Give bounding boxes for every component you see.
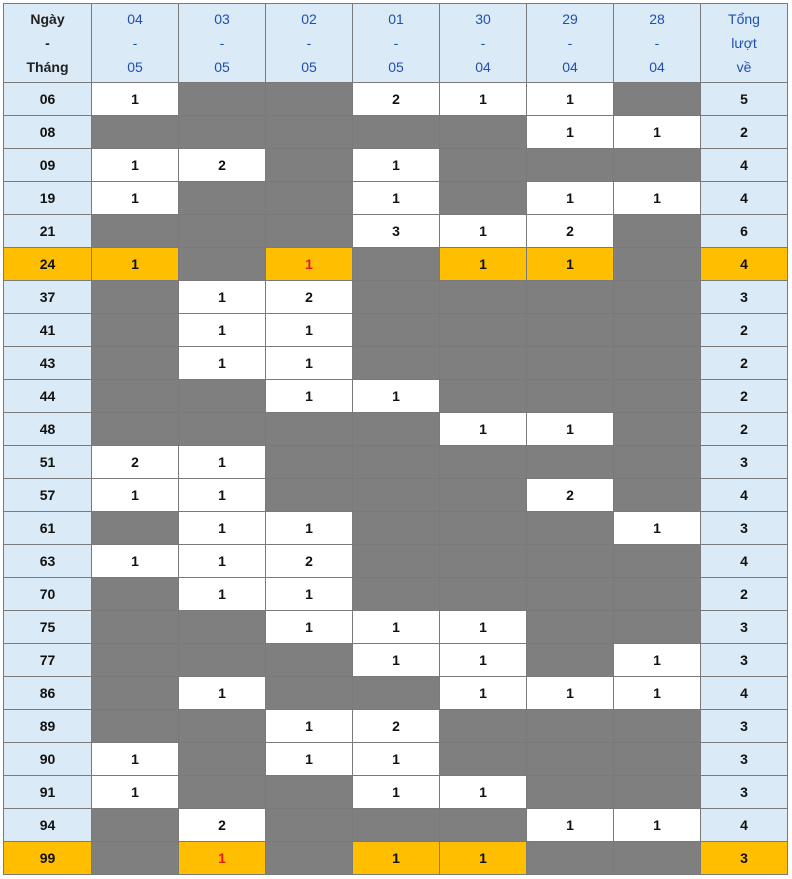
count-cell: 1 [614, 116, 701, 149]
empty-cell [266, 149, 353, 182]
empty-cell [440, 743, 527, 776]
row-number-cell: 08 [4, 116, 92, 149]
empty-cell [92, 842, 179, 875]
header-total-line: lượt [731, 35, 757, 51]
total-cell: 3 [701, 512, 788, 545]
count-cell: 1 [527, 809, 614, 842]
table-row [4, 182, 788, 215]
table-row [4, 611, 788, 644]
empty-cell [179, 611, 266, 644]
empty-cell [92, 512, 179, 545]
total-cell: 2 [701, 413, 788, 446]
date-day: 01 [388, 11, 404, 27]
empty-cell [440, 281, 527, 314]
total-cell: 2 [701, 347, 788, 380]
empty-cell [614, 215, 701, 248]
empty-cell [440, 380, 527, 413]
count-cell: 1 [179, 578, 266, 611]
empty-cell [266, 182, 353, 215]
table-row [4, 479, 788, 512]
empty-cell [266, 644, 353, 677]
empty-cell [179, 215, 266, 248]
count-cell: 1 [179, 677, 266, 710]
count-cell: 1 [266, 578, 353, 611]
table-row [4, 743, 788, 776]
header-date-cell [92, 4, 179, 83]
empty-cell [266, 83, 353, 116]
table-row [4, 248, 788, 281]
count-cell: 1 [527, 83, 614, 116]
empty-cell [353, 677, 440, 710]
count-cell: 2 [179, 809, 266, 842]
header-date-cell [440, 4, 527, 83]
empty-cell [440, 479, 527, 512]
empty-cell [614, 743, 701, 776]
empty-cell [179, 83, 266, 116]
count-cell: 1 [179, 281, 266, 314]
count-cell: 1 [440, 248, 527, 281]
empty-cell [527, 149, 614, 182]
row-number-cell: 19 [4, 182, 92, 215]
empty-cell [614, 710, 701, 743]
count-cell: 1 [266, 512, 353, 545]
date-separator: - [654, 35, 660, 51]
count-cell: 1 [440, 776, 527, 809]
count-cell: 1 [92, 182, 179, 215]
total-cell: 3 [701, 611, 788, 644]
total-cell: 3 [701, 446, 788, 479]
total-cell: 4 [701, 809, 788, 842]
empty-cell [353, 545, 440, 578]
count-cell: 1 [353, 644, 440, 677]
date-month: 04 [649, 59, 665, 75]
empty-cell [440, 710, 527, 743]
row-number-cell: 06 [4, 83, 92, 116]
count-cell: 1 [92, 479, 179, 512]
empty-cell [527, 314, 614, 347]
empty-cell [92, 380, 179, 413]
empty-cell [614, 248, 701, 281]
count-cell: 1 [92, 149, 179, 182]
empty-cell [614, 611, 701, 644]
empty-cell [353, 248, 440, 281]
total-cell: 3 [701, 842, 788, 875]
count-cell: 1 [527, 116, 614, 149]
row-number-cell: 57 [4, 479, 92, 512]
count-cell: 1 [179, 446, 266, 479]
count-cell: 1 [353, 611, 440, 644]
date-month: 05 [127, 59, 143, 75]
empty-cell [266, 413, 353, 446]
count-cell: 1 [179, 512, 266, 545]
header-label-cell [4, 4, 92, 83]
count-cell: 1 [527, 413, 614, 446]
row-number-cell: 48 [4, 413, 92, 446]
empty-cell [179, 743, 266, 776]
empty-cell [266, 809, 353, 842]
count-cell: 1 [92, 83, 179, 116]
row-number-cell: 51 [4, 446, 92, 479]
empty-cell [92, 677, 179, 710]
row-number-cell: 43 [4, 347, 92, 380]
table-row [4, 380, 788, 413]
empty-cell [179, 182, 266, 215]
table-row [4, 149, 788, 182]
table-row [4, 677, 788, 710]
count-cell: 1 [440, 677, 527, 710]
empty-cell [440, 512, 527, 545]
empty-cell [440, 545, 527, 578]
row-number-cell: 70 [4, 578, 92, 611]
empty-cell [440, 149, 527, 182]
empty-cell [353, 479, 440, 512]
total-cell: 2 [701, 380, 788, 413]
header-total-line: Tổng [728, 11, 760, 27]
total-cell: 2 [701, 578, 788, 611]
empty-cell [527, 776, 614, 809]
count-cell: 1 [266, 743, 353, 776]
count-cell: 2 [92, 446, 179, 479]
empty-cell [614, 545, 701, 578]
header-row [4, 4, 788, 83]
table-row [4, 512, 788, 545]
empty-cell [92, 281, 179, 314]
row-number-cell: 37 [4, 281, 92, 314]
row-number-cell: 89 [4, 710, 92, 743]
empty-cell [614, 776, 701, 809]
empty-cell [440, 446, 527, 479]
row-number-cell: 21 [4, 215, 92, 248]
empty-cell [353, 446, 440, 479]
count-cell: 1 [614, 644, 701, 677]
empty-cell [614, 380, 701, 413]
count-cell: 2 [527, 215, 614, 248]
count-cell: 1 [440, 842, 527, 875]
row-number-cell: 91 [4, 776, 92, 809]
empty-cell [179, 248, 266, 281]
row-number-cell: 94 [4, 809, 92, 842]
table-row [4, 644, 788, 677]
count-cell: 1 [440, 611, 527, 644]
empty-cell [353, 809, 440, 842]
empty-cell [614, 83, 701, 116]
total-cell: 4 [701, 149, 788, 182]
empty-cell [92, 710, 179, 743]
empty-cell [92, 215, 179, 248]
date-separator: - [219, 35, 225, 51]
count-cell: 1 [440, 83, 527, 116]
empty-cell [527, 710, 614, 743]
total-cell: 4 [701, 182, 788, 215]
header-date-cell [179, 4, 266, 83]
date-day: 03 [214, 11, 230, 27]
count-cell: 1 [92, 743, 179, 776]
empty-cell [527, 347, 614, 380]
count-cell: 1 [266, 611, 353, 644]
empty-cell [92, 644, 179, 677]
header-total-cell [701, 4, 788, 83]
empty-cell [92, 347, 179, 380]
total-cell: 4 [701, 248, 788, 281]
empty-cell [440, 347, 527, 380]
total-cell: 6 [701, 215, 788, 248]
empty-cell [179, 116, 266, 149]
empty-cell [266, 215, 353, 248]
count-cell: 1 [179, 314, 266, 347]
row-number-cell: 61 [4, 512, 92, 545]
total-cell: 2 [701, 116, 788, 149]
date-separator: - [132, 35, 138, 51]
count-cell: 1 [353, 842, 440, 875]
empty-cell [614, 842, 701, 875]
empty-cell [266, 776, 353, 809]
empty-cell [353, 413, 440, 446]
row-number-cell: 90 [4, 743, 92, 776]
table-body [4, 83, 788, 875]
total-cell: 3 [701, 743, 788, 776]
table-row [4, 809, 788, 842]
date-month: 04 [562, 59, 578, 75]
count-cell: 1 [179, 842, 266, 875]
count-cell: 1 [266, 347, 353, 380]
empty-cell [353, 578, 440, 611]
empty-cell [614, 347, 701, 380]
empty-cell [527, 842, 614, 875]
row-number-cell: 09 [4, 149, 92, 182]
count-cell: 2 [266, 545, 353, 578]
table-row [4, 215, 788, 248]
empty-cell [353, 314, 440, 347]
empty-cell [353, 347, 440, 380]
empty-cell [266, 116, 353, 149]
table-row [4, 446, 788, 479]
count-cell: 1 [92, 248, 179, 281]
row-number-cell: 86 [4, 677, 92, 710]
empty-cell [527, 380, 614, 413]
total-cell: 4 [701, 479, 788, 512]
empty-cell [440, 314, 527, 347]
header-date-cell [266, 4, 353, 83]
empty-cell [179, 380, 266, 413]
empty-cell [179, 413, 266, 446]
total-cell: 3 [701, 710, 788, 743]
date-day: 30 [475, 11, 491, 27]
table-row [4, 116, 788, 149]
empty-cell [614, 149, 701, 182]
count-cell: 1 [527, 248, 614, 281]
table-row [4, 413, 788, 446]
empty-cell [92, 314, 179, 347]
row-number-cell: 24 [4, 248, 92, 281]
empty-cell [527, 578, 614, 611]
date-day: 29 [562, 11, 578, 27]
row-number-cell: 75 [4, 611, 92, 644]
table-row [4, 347, 788, 380]
empty-cell [353, 116, 440, 149]
row-number-cell: 41 [4, 314, 92, 347]
empty-cell [440, 809, 527, 842]
count-cell: 2 [527, 479, 614, 512]
empty-cell [527, 743, 614, 776]
empty-cell [527, 281, 614, 314]
table-row [4, 314, 788, 347]
date-month: 05 [301, 59, 317, 75]
frequency-table [3, 3, 788, 875]
empty-cell [527, 644, 614, 677]
empty-cell [440, 578, 527, 611]
count-cell: 2 [353, 710, 440, 743]
total-cell: 4 [701, 545, 788, 578]
count-cell: 3 [353, 215, 440, 248]
count-cell: 1 [527, 677, 614, 710]
header-date-cell [614, 4, 701, 83]
total-cell: 3 [701, 281, 788, 314]
header-label-line: Ngày [30, 11, 65, 27]
total-cell: 2 [701, 314, 788, 347]
table-row [4, 545, 788, 578]
total-cell: 5 [701, 83, 788, 116]
row-number-cell: 99 [4, 842, 92, 875]
count-cell: 1 [353, 776, 440, 809]
count-cell: 1 [614, 677, 701, 710]
empty-cell [266, 479, 353, 512]
date-month: 05 [214, 59, 230, 75]
row-number-cell: 77 [4, 644, 92, 677]
count-cell: 1 [179, 545, 266, 578]
total-cell: 3 [701, 644, 788, 677]
table-row [4, 710, 788, 743]
empty-cell [614, 479, 701, 512]
empty-cell [92, 809, 179, 842]
empty-cell [179, 710, 266, 743]
count-cell: 1 [440, 215, 527, 248]
empty-cell [179, 776, 266, 809]
empty-cell [92, 611, 179, 644]
empty-cell [614, 578, 701, 611]
date-separator: - [306, 35, 312, 51]
count-cell: 1 [440, 644, 527, 677]
table-row [4, 776, 788, 809]
date-separator: - [393, 35, 399, 51]
count-cell: 1 [353, 149, 440, 182]
empty-cell [353, 281, 440, 314]
empty-cell [92, 116, 179, 149]
count-cell: 2 [353, 83, 440, 116]
header-label-line: Tháng [26, 59, 69, 75]
date-day: 04 [127, 11, 143, 27]
empty-cell [614, 446, 701, 479]
count-cell: 1 [266, 380, 353, 413]
count-cell: 1 [179, 479, 266, 512]
empty-cell [440, 182, 527, 215]
empty-cell [527, 446, 614, 479]
empty-cell [614, 413, 701, 446]
empty-cell [440, 116, 527, 149]
date-separator: - [480, 35, 486, 51]
count-cell: 1 [614, 182, 701, 215]
empty-cell [92, 578, 179, 611]
empty-cell [266, 446, 353, 479]
count-cell: 2 [266, 281, 353, 314]
count-cell: 1 [92, 545, 179, 578]
empty-cell [527, 611, 614, 644]
table-row [4, 578, 788, 611]
count-cell: 1 [614, 512, 701, 545]
count-cell: 1 [614, 809, 701, 842]
empty-cell [266, 677, 353, 710]
count-cell: 1 [266, 710, 353, 743]
total-cell: 3 [701, 776, 788, 809]
count-cell: 1 [353, 380, 440, 413]
row-number-cell: 44 [4, 380, 92, 413]
empty-cell [179, 644, 266, 677]
table-row [4, 281, 788, 314]
count-cell: 1 [266, 248, 353, 281]
header-total-line: về [736, 59, 752, 75]
date-day: 02 [301, 11, 317, 27]
date-month: 05 [388, 59, 404, 75]
count-cell: 2 [179, 149, 266, 182]
count-cell: 1 [179, 347, 266, 380]
count-cell: 1 [440, 413, 527, 446]
date-separator: - [567, 35, 573, 51]
empty-cell [614, 314, 701, 347]
header-date-cell [527, 4, 614, 83]
count-cell: 1 [266, 314, 353, 347]
empty-cell [527, 545, 614, 578]
table-row [4, 842, 788, 875]
empty-cell [527, 512, 614, 545]
empty-cell [614, 281, 701, 314]
empty-cell [92, 413, 179, 446]
date-day: 28 [649, 11, 665, 27]
total-cell: 4 [701, 677, 788, 710]
empty-cell [353, 512, 440, 545]
header-label-line: - [45, 35, 50, 51]
date-month: 04 [475, 59, 491, 75]
header-date-cell [353, 4, 440, 83]
count-cell: 1 [92, 776, 179, 809]
table-row [4, 83, 788, 116]
count-cell: 1 [527, 182, 614, 215]
count-cell: 1 [353, 182, 440, 215]
row-number-cell: 63 [4, 545, 92, 578]
empty-cell [266, 842, 353, 875]
count-cell: 1 [353, 743, 440, 776]
